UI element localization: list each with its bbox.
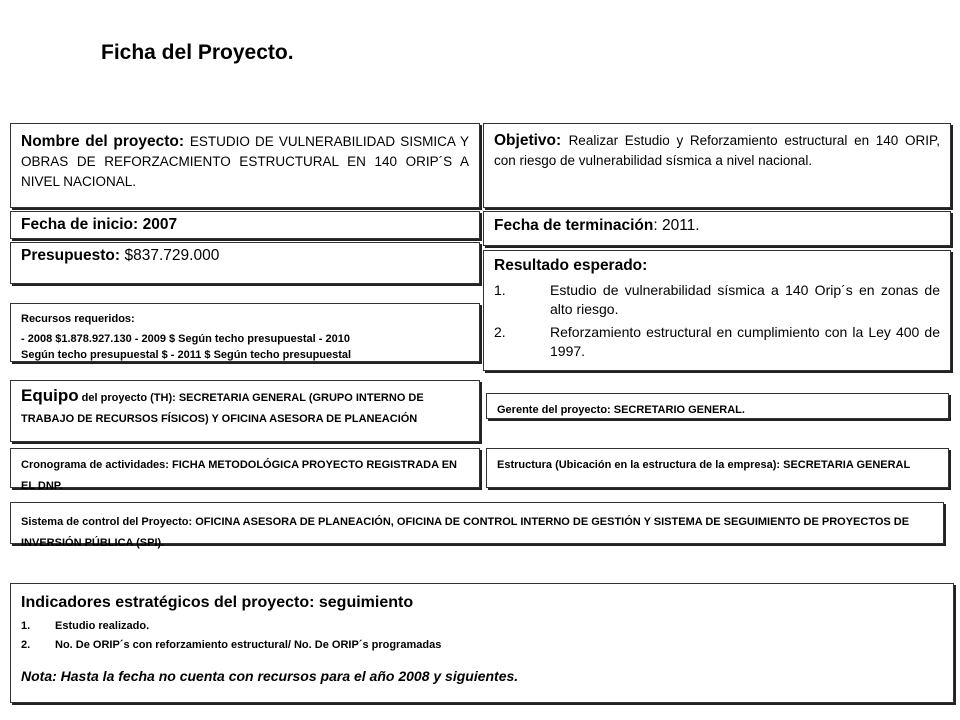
strategic-indicators-label: Indicadores estratégicos del proyecto: seguimiento [21,594,414,611]
list-item-number: 2. [494,323,506,340]
list-item-text: Estudio realizado. [55,620,150,632]
org-structure-box [486,448,949,488]
project-team-box [10,380,480,442]
required-resources-box [10,303,480,362]
objective-value: Realizar Estudio y Reforzamiento estructural en 140 ORIP, con riesgo de vulnerabilidad sísmica a nivel nacional. [494,133,941,168]
list-item-number: 1. [21,620,31,632]
end-date-value: : 2011. [653,217,700,234]
list-item [21,619,943,634]
start-date-label: Fecha de inicio: [21,216,139,233]
list-item-number: 2. [21,639,31,652]
budget-box [10,242,480,284]
schedule-value: FICHA METODOLÓGICA PROYECTO REGISTRADA EN EL DNP. [21,459,457,492]
end-date-label: Fecha de terminación [494,217,654,234]
schedule-box [10,448,480,492]
project-name-value: ESTUDIO DE VULNERABILIDAD SISMICA Y OBRAS DE REFORZACMIENTO ESTRUCTURAL EN 140 ORIP´S A NIVEL NACIONAL. [21,134,469,189]
project-team-label: Equipo [21,386,79,405]
expected-result-box [483,250,951,371]
org-structure-label: Estructura (Ubicación en la estructura de la empresa): [497,459,781,471]
org-structure-value: SECRETARIA GENERAL [780,459,911,471]
control-system-box [10,502,944,549]
start-date-value: 2007 [142,216,178,233]
required-resources-line-2: Según techo presupuestal $ - 2011 $ Según techo presupuestal [21,348,352,361]
expected-result-label: Resultado esperado: [494,257,648,274]
project-name-box [10,123,480,208]
project-manager-box [486,393,949,419]
note-text: Nota: Hasta la fecha no cuenta con recursos para el año 2008 y siguientes. [21,667,519,684]
list-item [494,323,940,362]
budget-value: $837.729.000 [124,247,220,264]
list-item-text: No. De ORIP´s con reforzamiento estructural/ No. De ORIP´s programadas [55,639,442,652]
project-manager-value: SECRETARIO GENERAL. [610,404,745,416]
objective-box [483,123,951,208]
required-resources-label: Recursos requeridos: [21,313,135,325]
control-system-value: OFICINA ASESORA DE PLANEACIÓN, OFICINA DE CONTROL INTERNO DE GESTIÓN Y SISTEMA DE SEGUIMIENTO DE PROYECTOS DE INVERSIÓN PÚBLICA (SPI). [21,516,910,549]
expected-result-list [494,281,940,361]
schedule-label: Cronograma de actividades: [21,459,169,471]
list-item-text: Estudio de vulnerabilidad sísmica a 140 Orip´s en zonas de alto riesgo. [550,282,940,318]
list-item-text: Reforzamiento estructural en cumplimiento con la Ley 400 de 1997. [550,323,940,359]
project-team-label-rest: del proyecto (TH): [78,392,176,404]
project-team-value: SECRETARIA GENERAL (GRUPO INTERNO DE TRABAJO DE RECURSOS FÍSICOS) Y OFICINA ASESORA DE PLANEACIÓN [21,392,424,425]
start-date-box [10,211,480,239]
page-title: Ficha del Proyecto. [101,41,294,64]
project-name-label: Nombre del proyecto: [21,133,184,150]
budget-label: Presupuesto: [21,247,121,264]
list-item-number: 1. [494,282,506,298]
strategic-indicators-list [21,619,943,654]
control-system-label: Sistema de control del Proyecto: [21,516,193,528]
end-date-box [483,211,951,246]
list-item [494,281,940,320]
strategic-indicators-box [10,583,954,703]
objective-label: Objetivo: [494,132,562,149]
list-item [21,638,943,653]
required-resources-line-1: - 2008 $1.878.927.130 - 2009 $ Según techo presupuestal - 2010 [21,332,350,345]
project-manager-label: Gerente del proyecto: [497,404,611,416]
